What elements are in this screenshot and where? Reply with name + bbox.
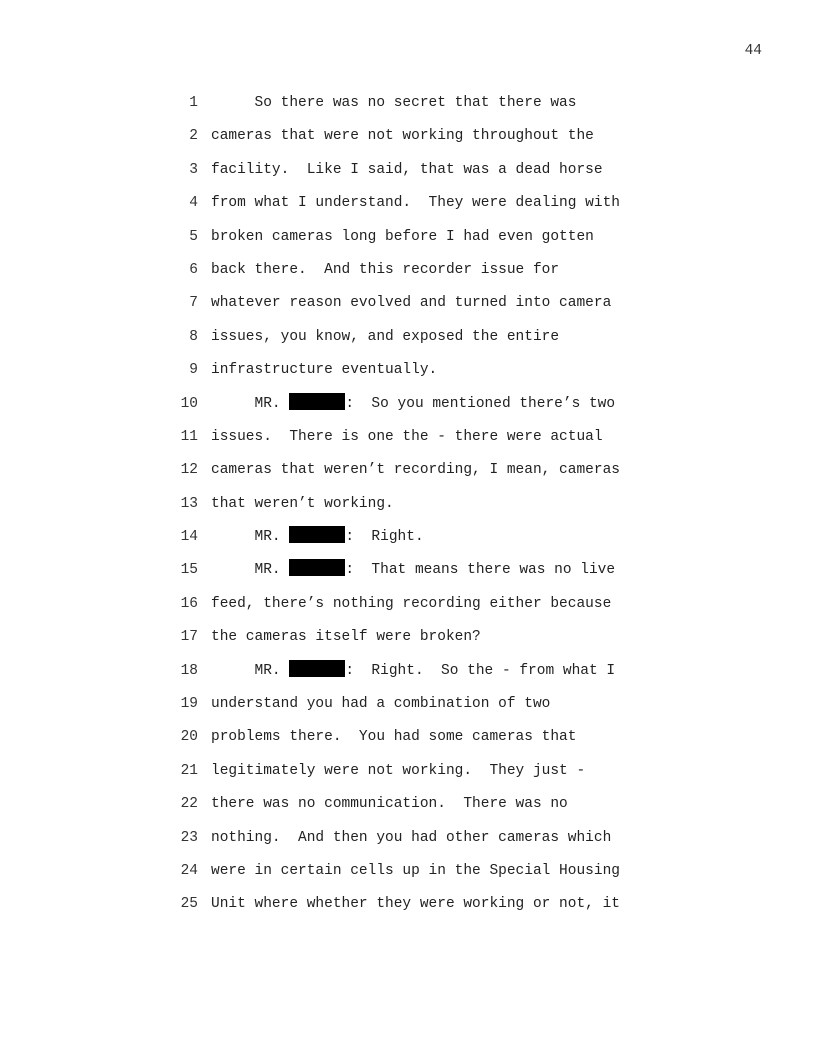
line-text: issues, you know, and exposed the entire [211, 328, 560, 345]
transcript-line [0, 291, 816, 324]
line-text: understand you had a combination of two [211, 696, 551, 713]
speaker-prefix: MR. [211, 395, 290, 412]
line-number: 4 [189, 195, 198, 212]
line-number: 16 [180, 595, 198, 612]
line-number: 20 [180, 729, 198, 746]
transcript-line [0, 859, 816, 892]
line-number: 6 [189, 261, 198, 278]
transcript-line [0, 558, 816, 591]
line-text: feed, there’s nothing recording either because [211, 595, 612, 612]
line-number: 13 [180, 495, 198, 512]
transcript-line [0, 725, 816, 758]
transcript-line [0, 325, 816, 358]
line-number: 22 [180, 796, 198, 813]
transcript-line [0, 358, 816, 391]
line-text: cameras that weren’t recording, I mean, cameras [211, 462, 620, 479]
speech-text: : Right. So the - from what I [345, 662, 616, 679]
line-number: 5 [189, 228, 198, 245]
line-number: 7 [189, 295, 198, 312]
line-number: 25 [180, 896, 198, 913]
speech-text: : So you mentioned there’s two [345, 395, 616, 412]
transcript-line [0, 625, 816, 658]
transcript-line [0, 826, 816, 859]
transcript-line [0, 692, 816, 725]
line-text: whatever reason evolved and turned into camera [211, 295, 612, 312]
redaction-block [289, 393, 345, 410]
speaker-prefix: MR. [211, 529, 290, 546]
line-text: back there. And this recorder issue for [211, 261, 560, 278]
line-number: 19 [180, 696, 198, 713]
line-number: 18 [180, 662, 198, 679]
line-number: 2 [189, 128, 198, 145]
line-text: from what I understand. They were dealing with [211, 195, 620, 212]
line-text: cameras that were not working throughout the [211, 128, 594, 145]
speaker-prefix: MR. [211, 662, 290, 679]
transcript-line [0, 592, 816, 625]
transcript-line [0, 225, 816, 258]
line-number: 9 [189, 362, 198, 379]
line-number: 8 [189, 328, 198, 345]
page-number: 44 [744, 43, 762, 59]
redaction-block [289, 559, 345, 576]
line-number: 21 [180, 762, 198, 779]
transcript-body [0, 91, 816, 926]
line-text [211, 659, 615, 683]
redaction-block [289, 660, 345, 677]
line-text: there was no communication. There was no [211, 796, 568, 813]
line-number: 14 [180, 529, 198, 546]
line-text: legitimately were not working. They just - [211, 762, 586, 779]
line-text: nothing. And then you had other cameras which [211, 829, 612, 846]
line-text: infrastructure eventually. [211, 362, 438, 379]
redaction-block [289, 526, 345, 543]
line-text: the cameras itself were broken? [211, 629, 481, 646]
line-number: 1 [189, 95, 198, 111]
line-text: facility. Like I said, that was a dead horse [211, 161, 603, 178]
line-number: 24 [180, 862, 198, 879]
line-number: 11 [180, 428, 198, 445]
line-number: 12 [180, 462, 198, 479]
line-text: broken cameras long before I had even gotten [211, 228, 594, 245]
transcript-line [0, 158, 816, 191]
line-number: 3 [189, 161, 198, 178]
transcript-line [0, 458, 816, 491]
speech-text: : That means there was no live [345, 562, 616, 579]
transcript-line [0, 492, 816, 525]
line-text: So there was no secret that there was [211, 95, 577, 111]
line-number: 10 [180, 395, 198, 412]
line-text [211, 525, 424, 549]
transcript-line [0, 392, 816, 425]
transcript-line [0, 892, 816, 925]
line-text: issues. There is one the - there were actual [211, 428, 603, 445]
transcript-line [0, 124, 816, 157]
speech-text: : Right. [345, 529, 424, 546]
line-text: Unit where whether they were working or not, it [211, 896, 620, 913]
line-text [211, 558, 615, 582]
line-text [211, 392, 615, 416]
line-text: were in certain cells up in the Special Housing [211, 862, 620, 879]
line-text: problems there. You had some cameras that [211, 729, 577, 746]
transcript-line [0, 91, 816, 124]
transcript-line [0, 258, 816, 291]
transcript-line [0, 425, 816, 458]
transcript-line [0, 792, 816, 825]
line-number: 17 [180, 629, 198, 646]
transcript-line [0, 659, 816, 692]
speaker-prefix: MR. [211, 562, 290, 579]
transcript-line [0, 759, 816, 792]
transcript-line [0, 525, 816, 558]
line-number: 15 [180, 562, 198, 579]
transcript-line [0, 191, 816, 224]
line-number: 23 [180, 829, 198, 846]
line-text: that weren’t working. [211, 495, 394, 512]
